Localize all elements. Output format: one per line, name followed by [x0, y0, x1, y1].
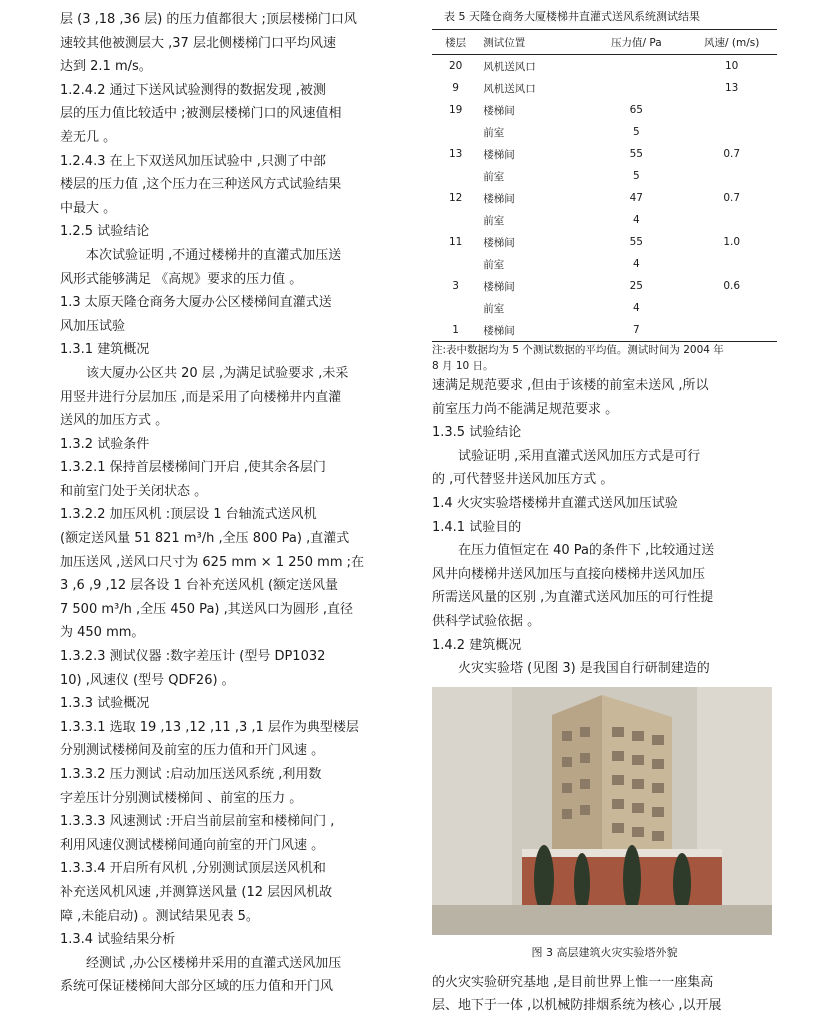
text-line: 3 ,6 ,9 ,12 层各设 1 台补充送风机 (额定送风量: [60, 578, 339, 594]
text-line: 7 500 m³/h ,全压 450 Pa) ,其送风口为圆形 ,直径: [60, 601, 354, 617]
text-line: 1.2.4.2 通过下送风试验测得的数据发现 ,被测: [60, 82, 326, 98]
cell-floor: [432, 297, 479, 319]
cell-position: 前室: [483, 170, 505, 183]
text-line: 1.4 火灾实验塔楼梯井直灌式送风加压试验: [432, 495, 678, 511]
right-text-top: [432, 374, 777, 681]
cell-pressure: 5: [632, 126, 640, 138]
cell-velocity: 10: [724, 60, 739, 72]
cell-position: 楼梯间: [483, 192, 515, 205]
cell-velocity: 0.6: [723, 280, 741, 292]
table-row: [432, 121, 777, 143]
text-line: 本次试验证明 ,不通过楼梯井的直灌式加压送: [86, 247, 342, 263]
text-line: 和前室门处于关闭状态 。: [60, 483, 208, 499]
cell-position: 前室: [483, 302, 505, 315]
cell-pressure: 25: [629, 280, 643, 292]
text-line: 速较其他被测层大 ,37 层北侧楼梯门口平均风速: [60, 35, 336, 51]
text-line: 1.3.2.3 测试仪器 :数字差压计 (型号 DP1032: [60, 649, 326, 665]
text-line: 1.3.5 试验结论: [432, 425, 522, 441]
table-row: [432, 55, 777, 78]
cell-floor: 12: [448, 192, 463, 204]
text-line: 1.3.2.2 加压风机 :顶层设 1 台轴流式送风机: [60, 507, 317, 523]
cell-velocity: [686, 319, 777, 342]
text-line: 供科学试验依据 。: [432, 613, 541, 629]
cell-floor: [432, 165, 479, 187]
text-line: 中最大 。: [60, 200, 117, 216]
table-row: [432, 77, 777, 99]
text-line: 利用风速仪测试楼梯间通向前室的开门风速 。: [60, 837, 325, 853]
cell-floor: [432, 209, 479, 231]
text-line: 1.3.2 试验条件: [60, 436, 150, 452]
table-row: [432, 297, 777, 319]
cell-floor: 1: [432, 319, 479, 342]
cell-pressure: 5: [632, 170, 640, 182]
cell-velocity: 0.7: [723, 148, 741, 160]
text-line: 速满足规范要求 ,但由于该楼的前室未送风 ,所以: [432, 378, 709, 393]
text-line: 风加压试验: [60, 318, 126, 334]
text-line: 1.3.3.4 开启所有风机 ,分别测试顶层送风机和: [60, 861, 326, 877]
text-line: 1.3.1 建筑概况: [60, 342, 150, 358]
text-line: 1.3.3.3 风速测试 :开启当前层前室和楼梯间门 ,: [60, 814, 335, 830]
cell-velocity: [686, 99, 777, 121]
cell-position: 前室: [483, 258, 505, 271]
text-line: 10) ,风速仪 (型号 QDF26) 。: [60, 672, 235, 688]
cell-pressure: [586, 77, 686, 99]
table-row: [432, 99, 777, 121]
cell-floor: 19: [448, 104, 463, 116]
text-line: 用竖井进行分层加压 ,而是采用了向楼梯井内直灌: [60, 389, 342, 405]
text-line: 1.2.5 试验结论: [60, 224, 150, 240]
text-line: 火灾实验塔 (见图 3) 是我国自行研制建造的: [458, 661, 710, 677]
figure-caption: 图 3 高层建筑火灾实验塔外貌: [531, 945, 678, 959]
text-line: 层、地下于一体 ,以机械防排烟系统为核心 ,以开展: [432, 998, 722, 1014]
cell-pressure: 4: [632, 214, 640, 226]
cell-velocity: [686, 297, 777, 319]
text-line: 障 ,未能启动) 。测试结果见表 5。: [60, 908, 259, 924]
text-line: 1.3.3.2 压力测试 :启动加压送风系统 ,利用数: [60, 767, 322, 782]
cell-pressure: 4: [632, 258, 640, 270]
cell-floor: 3: [452, 280, 459, 292]
cell-floor: 20: [448, 60, 463, 72]
text-line: 的火灾实验研究基地 ,是目前世界上惟一一座集高: [432, 974, 714, 990]
table-row: [432, 319, 777, 342]
header-position: 测试位置: [479, 30, 586, 55]
cell-floor: 9: [452, 82, 459, 94]
right-text-bottom: [432, 971, 777, 1018]
text-line: 达到 2.1 m/s。: [60, 59, 152, 75]
text-line: 差无几 。: [60, 129, 117, 145]
table-caption: 表 5 天隆仓商务大厦楼梯井直灌式送风系统测试结果: [444, 10, 700, 23]
table-row: [432, 231, 777, 253]
cell-floor: [432, 121, 479, 143]
text-line: 的 ,可代替竖井送风加压方式 。: [432, 472, 614, 488]
cell-pressure: 4: [632, 302, 640, 314]
header-pressure: 压力值/ Pa: [586, 30, 686, 55]
cell-velocity: [686, 253, 777, 275]
text-line: 在压力值恒定在 40 Pa的条件下 ,比较通过送: [458, 543, 715, 559]
table-note-line-1: 注:表中数据均为 5 个测试数据的平均值。测试时间为 2004 年: [432, 344, 724, 356]
cell-position: 楼梯间: [479, 319, 586, 342]
table-row: [432, 187, 777, 209]
results-table: [432, 29, 777, 342]
cell-pressure: 65: [629, 104, 643, 116]
cell-position: 楼梯间: [483, 236, 515, 249]
text-line: 楼层的压力值 ,这个压力在三种送风方式试验结果: [60, 177, 342, 193]
text-line: 风井向楼梯井送风加压与直接向楼梯井送风加压: [432, 566, 706, 582]
text-line: 经测试 ,办公区楼梯井采用的直灌式送风加压: [86, 955, 342, 971]
cell-position: 楼梯间: [483, 280, 515, 293]
cell-position: 风机送风口: [483, 82, 536, 95]
cell-pressure: 7: [586, 319, 686, 342]
left-column: [60, 8, 405, 999]
right-column: [432, 8, 777, 1018]
text-line: 送风的加压方式 。: [60, 413, 169, 429]
text-line: 层 (3 ,18 ,36 层) 的压力值都很大 ;顶层楼梯门口风: [60, 12, 357, 27]
header-velocity: 风速/ (m/s): [686, 30, 777, 55]
table-row: [432, 253, 777, 275]
table-row: [432, 165, 777, 187]
cell-pressure: 47: [629, 192, 643, 204]
text-line: 试验证明 ,采用直灌式送风加压方式是可行: [458, 448, 701, 464]
text-line: 系统可保证楼梯间大部分区域的压力值和开门风: [60, 979, 334, 995]
text-line: 为 450 mm。: [60, 625, 145, 641]
text-line: 该大厦办公区共 20 层 ,为满足试验要求 ,未采: [86, 365, 349, 381]
cell-floor: 13: [448, 148, 463, 160]
text-line: (额定送风量 51 821 m³/h ,全压 800 Pa) ,直灌式: [60, 531, 350, 547]
header-floor: 楼层: [432, 30, 479, 55]
table-row: [432, 275, 777, 297]
text-line: 补充送风机风速 ,并测算送风量 (12 层因风机故: [60, 884, 333, 900]
fire-tower-photo: [432, 687, 772, 935]
text-line: 1.3.3 试验概况: [60, 696, 150, 712]
text-line: 前室压力尚不能满足规范要求 。: [432, 401, 619, 417]
cell-position: 前室: [483, 126, 505, 139]
text-line: 1.3.2.1 保持首层楼梯间门开启 ,使其余各层门: [60, 460, 326, 476]
cell-position: 风机送风口: [483, 60, 536, 73]
table-note-line-2: 8 月 10 日。: [432, 360, 494, 372]
cell-pressure: [586, 55, 686, 78]
text-line: 所需送风量的区别 ,为直灌式送风加压的可行性提: [432, 590, 714, 606]
cell-position: 楼梯间: [483, 104, 515, 117]
text-line: 风形式能够满足 《高规》要求的压力值 。: [60, 271, 303, 287]
table-row: [432, 143, 777, 165]
text-line: 1.2.4.3 在上下双送风加压试验中 ,只测了中部: [60, 153, 326, 169]
text-line: 1.3.3.1 选取 19 ,13 ,12 ,11 ,3 ,1 层作为典型楼层: [60, 719, 359, 735]
cell-velocity: [686, 209, 777, 231]
text-line: 字差压计分别测试楼梯间 、前室的压力 。: [60, 790, 303, 806]
cell-velocity: 1.0: [723, 236, 741, 248]
text-line: 1.3.4 试验结果分析: [60, 932, 176, 948]
text-line: 1.4.2 建筑概况: [432, 637, 522, 653]
text-line: 加压送风 ,送风口尺寸为 625 mm × 1 250 mm ;在: [60, 554, 365, 570]
cell-pressure: 55: [629, 236, 643, 248]
cell-velocity: 13: [724, 82, 739, 94]
cell-floor: 11: [448, 236, 463, 248]
text-line: 层的压力值比较适中 ;被测层楼梯门口的风速值相: [60, 106, 342, 122]
text-line: 1.3 太原天隆仓商务大厦办公区楼梯间直灌式送: [60, 295, 332, 311]
cell-floor: [432, 253, 479, 275]
text-line: 分别测试楼梯间及前室的压力值和开门风速 。: [60, 743, 325, 759]
text-line: 1.4.1 试验目的: [432, 519, 522, 535]
cell-position: 楼梯间: [483, 148, 515, 161]
table-header-row: [432, 30, 777, 55]
cell-pressure: 55: [629, 148, 643, 160]
cell-velocity: 0.7: [723, 192, 741, 204]
cell-position: 前室: [483, 214, 505, 227]
table-row: [432, 209, 777, 231]
cell-velocity: [686, 165, 777, 187]
cell-velocity: [686, 121, 777, 143]
building-illustration: [432, 687, 772, 935]
